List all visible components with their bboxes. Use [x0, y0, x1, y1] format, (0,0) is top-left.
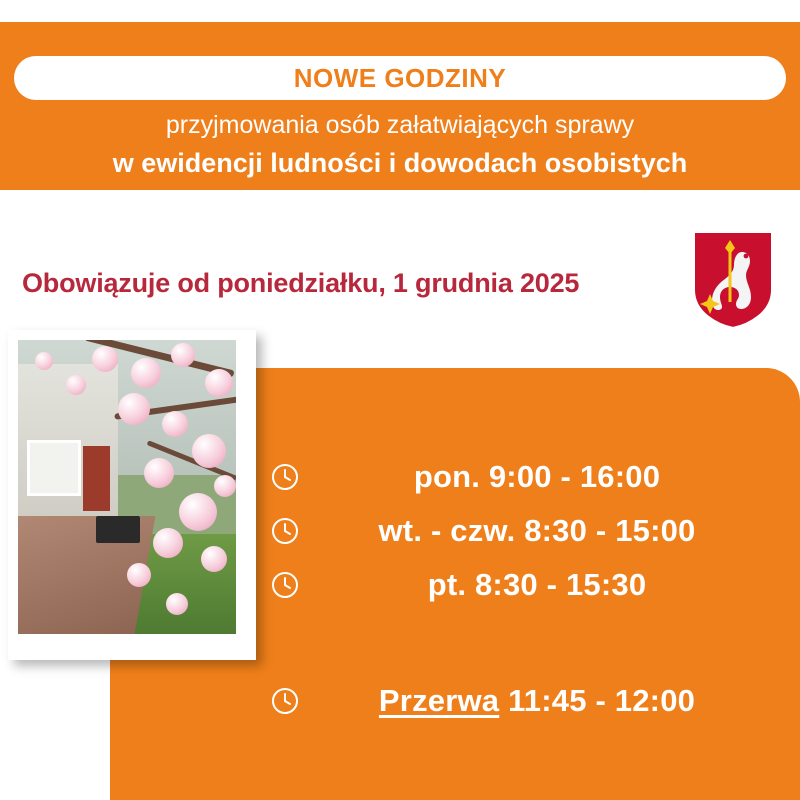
header-subtitle-1: przyjmowania osób załatwiających sprawy [165, 111, 635, 139]
hours-text: pon. 9:00 - 16:00 [413, 459, 661, 494]
page-title: NOWE GODZINY [293, 63, 507, 93]
effective-date: Obowiązuje od poniedziałku, 1 grudnia 2025 [22, 268, 580, 298]
break-row [270, 674, 800, 728]
hours-row [270, 558, 800, 612]
header-band [0, 22, 800, 190]
photo-image [18, 340, 236, 634]
hours-list [270, 450, 800, 728]
clock-icon [270, 462, 300, 492]
hours-text: pt. 8:30 - 15:30 [427, 567, 647, 602]
header-subtitle-2: w ewidencji ludności i dowodach osobistych [112, 148, 688, 178]
clock-icon [270, 686, 300, 716]
hours-text: wt. - czw. 8:30 - 15:00 [378, 513, 696, 548]
break-label: Przerwa [378, 683, 500, 718]
hours-row [270, 504, 800, 558]
clock-icon [270, 516, 300, 546]
clock-icon [270, 570, 300, 600]
photo-card [8, 330, 256, 660]
break-value: 11:45 - 12:00 [508, 683, 696, 718]
coat-of-arms-icon [690, 228, 776, 332]
break-text [316, 683, 800, 719]
hours-row [270, 450, 800, 504]
